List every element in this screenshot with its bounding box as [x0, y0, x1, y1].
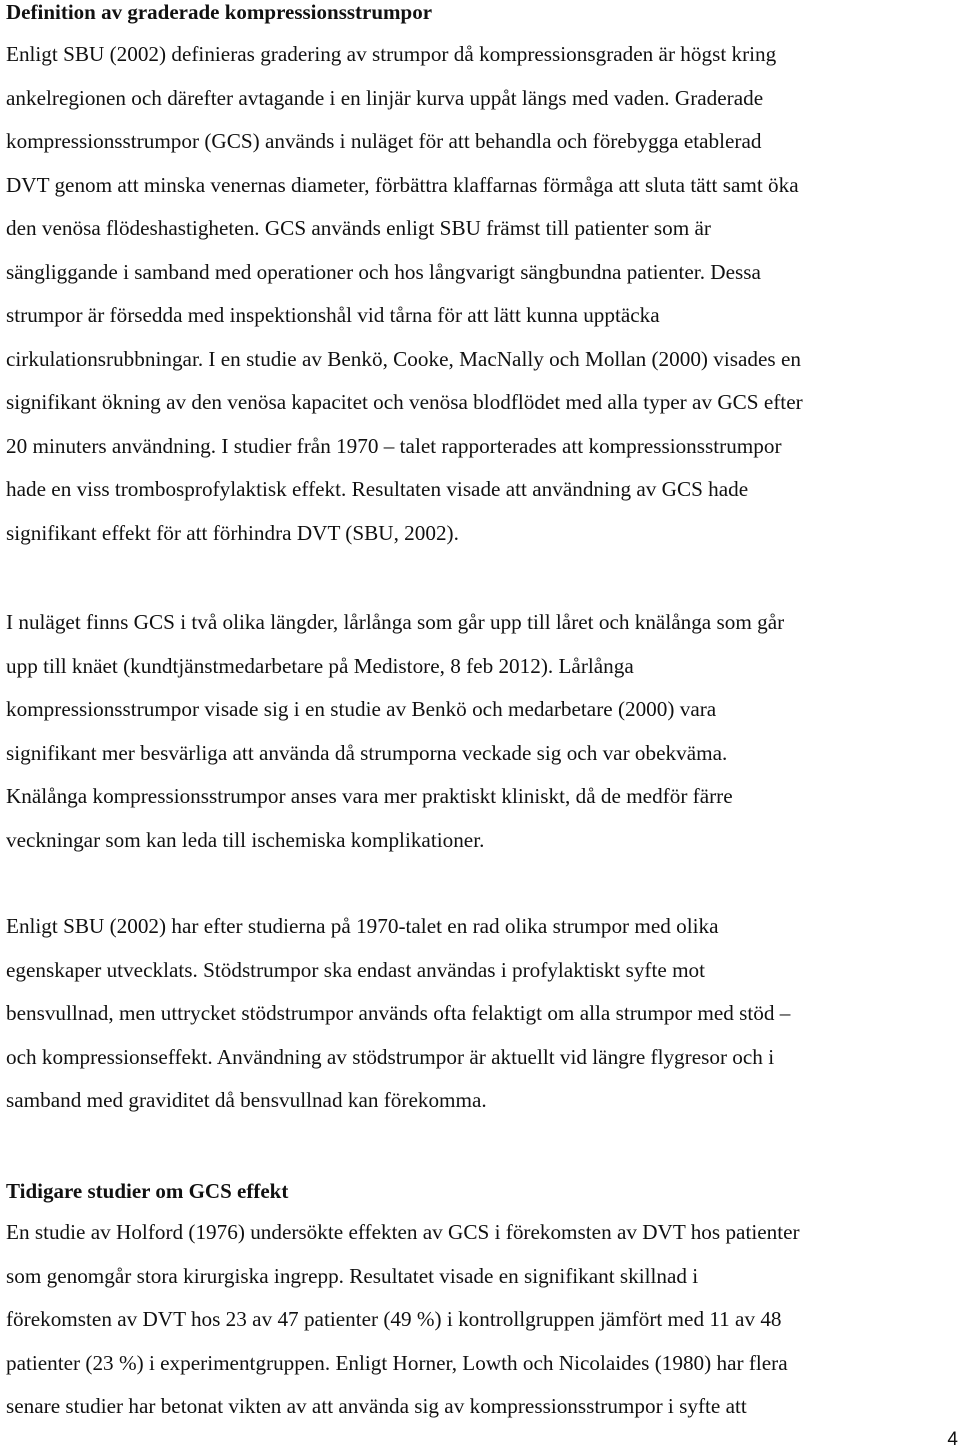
- section-heading-tidigare-studier: Tidigare studier om GCS effekt: [6, 1179, 289, 1203]
- paragraph-langder: I nuläget finns GCS i två olika längder, lårlånga som går upp till låret och knälånga som går upp till knäet (kundtjänstmedarbetare på Medistore, 8 feb 2012). Lårlånga kompressionsstrumpor visade sig i en studie av Benkö och medarbetare (2000) vara signifikant mer besvärliga att använda då strumporna veckade sig och var obekväma. Knälånga kompressionsstrumpor anses vara mer praktiskt kliniskt, då de medför färre veckningar som kan leda till ischemiska komplikationer.: [6, 610, 785, 852]
- paragraph-stodstrumpor: Enligt SBU (2002) har efter studierna på 1970-talet en rad olika strumpor med olika egenskaper utvecklats. Stödstrumpor ska endast användas i profylaktiskt syfte mot bensvullnad, men uttrycket stödstrumpor används ofta felaktigt om alla strumpor med stöd – och kompressionseffekt. Användning av stödstrumpor är aktuellt vid längre flygresor och i samband med graviditet då bensvullnad kan förekomma.: [6, 914, 791, 1112]
- paragraph-holford: En studie av Holford (1976) undersökte effekten av GCS i förekomsten av DVT hos patienter som genomgår stora kirurgiska ingrepp. Resultatet visade en signifikant skillnad i förekomsten av DVT hos 23 av 47 patienter (49 %) i kontrollgruppen jämfört med 11 av 48 patienter (23 %) i experimentgruppen. Enligt Horner, Lowth och Nicolaides (1980) har flera senare studier har betonat vikten av att använda sig av kompressionsstrumpor i syfte att: [6, 1220, 800, 1418]
- paragraph-gradering: Enligt SBU (2002) definieras gradering av strumpor då kompressionsgraden är högst kring ankelregionen och därefter avtagande i en linjär kurva uppåt längs med vaden. Graderade kompressionsstrumpor (GCS) används i nuläget för att behandla och förebygga etablerad DVT genom att minska venernas diameter, förbättra klaffarnas förmåga att sluta tätt samt öka den venösa flödeshastigheten. GCS används enligt SBU främst till patienter som är sängliggande i samband med operationer och hos långvarigt sängbundna patienter. Dessa strumpor är försedda med inspektionshål vid tårna för att lätt kunna upptäcka cirkulationsrubbningar. I en studie av Benkö, Cooke, MacNally och Mollan (2000) visades en signifikant ökning av den venösa kapacitet och venösa blodflödet med alla typer av GCS efter 20 minuters användning. I studier från 1970 – talet rapporterades att kompressionsstrumpor hade en viss trombosprofylaktisk effekt. Resultaten visade att användning av GCS hade signifikant effekt för att förhindra DVT (SBU, 2002).: [6, 42, 803, 545]
- page-number: 4: [947, 1429, 958, 1450]
- section-heading-definition: Definition av graderade kompressionsstrumpor: [6, 0, 433, 24]
